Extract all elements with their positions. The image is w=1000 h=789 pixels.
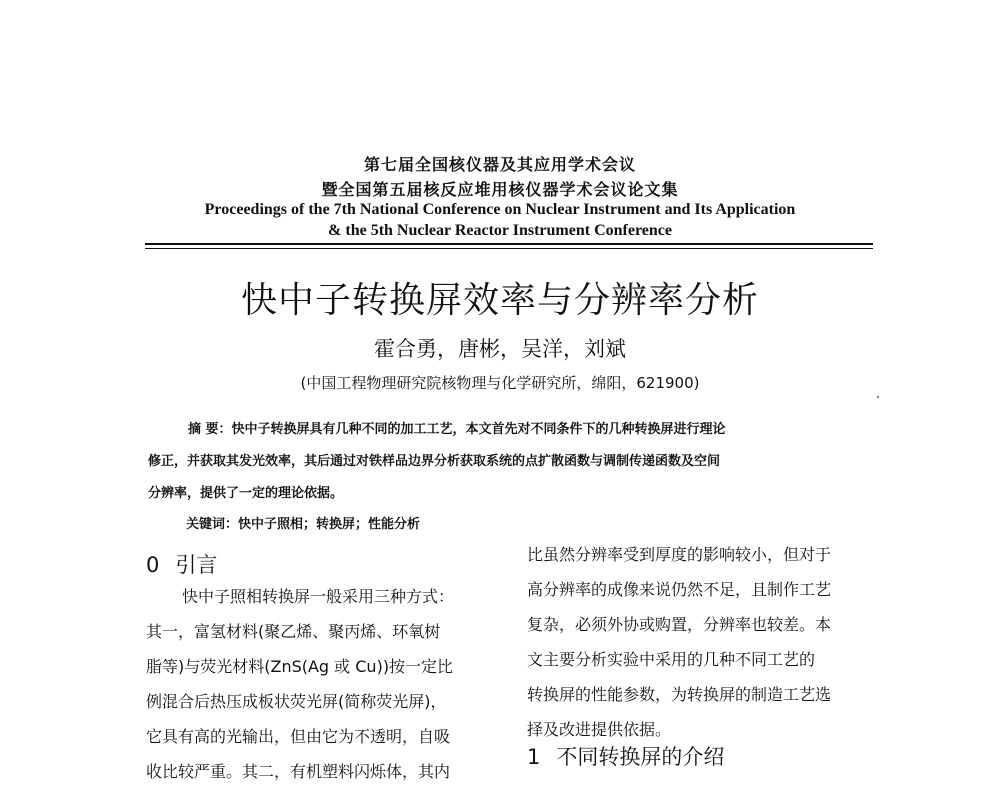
body-line: 高分辨率的成像来说仍然不足，且制作工艺	[527, 580, 832, 599]
header-rule-thin	[145, 248, 873, 249]
header-rule-thick	[145, 243, 873, 245]
body-line: 例混合后热压成板状荧光屏(简称荧光屏)，	[146, 692, 447, 711]
section-heading-0	[146, 549, 217, 579]
paper-affiliation: (中国工程物理研究院核物理与化学研究所，绵阳，621900)	[300, 374, 700, 392]
body-line: 脂等)与荧光材料(ZnS(Ag 或 Cu))按一定比	[146, 657, 454, 676]
scan-speck	[877, 396, 879, 398]
section-number: 1	[527, 745, 541, 769]
right-column-body	[527, 537, 872, 747]
paper-authors: 霍合勇，唐彬，吴洋，刘斌	[374, 337, 626, 361]
body-line: 复杂，必须外协或购置，分辨率也较差。本	[527, 615, 832, 634]
section-title: 引言	[175, 553, 218, 577]
section-number: 0	[146, 553, 160, 577]
conference-header-cn-line2: 暨全国第五届核反应堆用核仪器学术会议论文集	[321, 180, 679, 199]
body-line: 收比较严重。其二，有机塑料闪烁体，其内	[146, 762, 451, 781]
keywords: 关键词：快中子照相；转换屏；性能分析	[186, 517, 421, 532]
body-line: 择及改进提供依据。	[527, 720, 672, 739]
abstract-line: 摘 要：快中子转换屏具有几种不同的加工工艺，本文首先对不同条件下的几种转换屏进行理论	[188, 422, 726, 437]
abstract-line: 分辨率，提供了一定的理论依据。	[148, 486, 344, 501]
body-line: 它具有高的光输出，但由它为不透明，自吸	[146, 727, 451, 746]
body-line: 转换屏的性能参数，为转换屏的制造工艺选	[527, 685, 832, 704]
abstract	[148, 414, 848, 510]
body-line: 比虽然分辨率受到厚度的影响较小，但对于	[527, 545, 832, 564]
section-heading-1	[527, 741, 724, 771]
paper-title: 快中子转换屏效率与分辨率分析	[240, 280, 759, 321]
abstract-line: 修正，并获取其发光效率，其后通过对铁样品边界分析获取系统的点扩散函数与调制传递函数及空间	[148, 454, 721, 469]
body-line: 其一，富氢材料(聚乙烯、聚丙烯、环氧树	[146, 622, 441, 641]
conference-header-en-line1: Proceedings of the 7th National Conference on Nuclear Instrument and Its Application	[204, 201, 796, 218]
conference-header-cn-line1: 第七届全国核仪器及其应用学术会议	[363, 155, 636, 174]
body-line: 快中子照相转换屏一般采用三种方式：	[182, 587, 455, 606]
body-line: 文主要分析实验中采用的几种不同工艺的	[527, 650, 816, 669]
section-title: 不同转换屏的介绍	[556, 745, 725, 769]
left-column-body	[146, 579, 496, 789]
conference-header-en-line2: & the 5th Nuclear Reactor Instrument Conference	[328, 222, 672, 239]
